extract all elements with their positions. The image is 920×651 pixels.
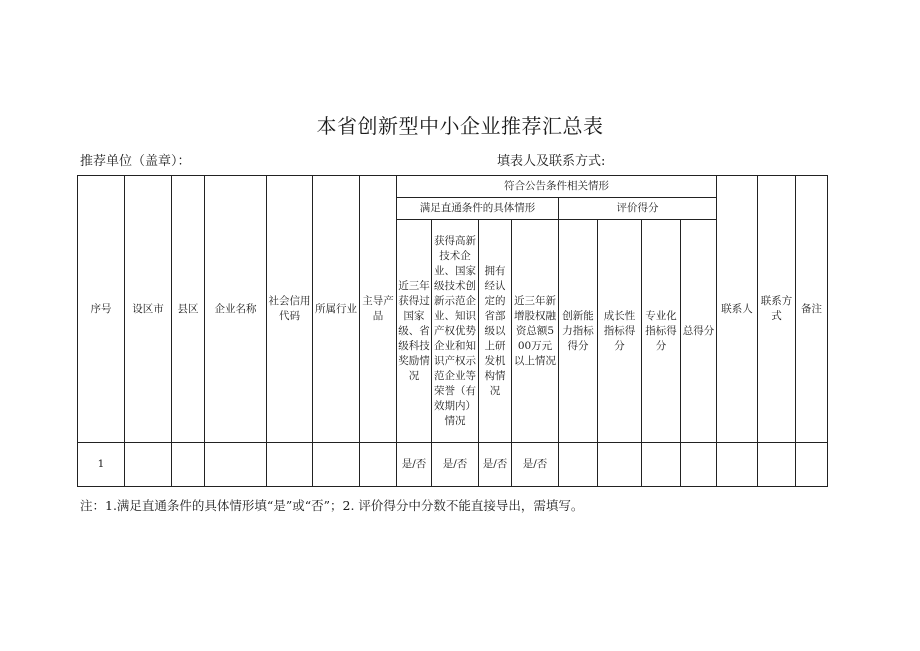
- cell-cond-equity-financing[interactable]: 是/否: [512, 443, 559, 487]
- header-city: 设区市: [125, 176, 172, 443]
- table-row: [78, 443, 828, 487]
- recommender-label: 推荐单位（盖章）：: [80, 154, 191, 169]
- header-score-total: 总得分: [681, 220, 717, 443]
- header-contact-method: 联系方式: [758, 176, 796, 443]
- header-score-innovation: 创新能力指标得分: [559, 220, 598, 443]
- header-credit-code: 社会信用代码: [267, 176, 313, 443]
- cell-product[interactable]: [360, 443, 397, 487]
- cell-score-specialization[interactable]: [642, 443, 681, 487]
- cell-score-total[interactable]: [681, 443, 717, 487]
- cell-score-innovation[interactable]: [559, 443, 598, 487]
- header-county: 县区: [172, 176, 205, 443]
- cell-seq[interactable]: 1: [78, 443, 125, 487]
- cell-remark[interactable]: [796, 443, 828, 487]
- cell-county[interactable]: [172, 443, 205, 487]
- header-group-conditions: 符合公告条件相关情形: [397, 176, 717, 198]
- cell-credit-code[interactable]: [267, 443, 313, 487]
- cell-cond-honors[interactable]: 是/否: [432, 443, 479, 487]
- header-company: 企业名称: [205, 176, 267, 443]
- header-cond-awards: 近三年获得过国家级、省级科技奖励情况: [397, 220, 432, 443]
- header-score-specialization: 专业化指标得分: [642, 220, 681, 443]
- header-product: 主导产品: [360, 176, 397, 443]
- cell-company[interactable]: [205, 443, 267, 487]
- page-title: 本省创新型中小企业推荐汇总表: [316, 114, 604, 138]
- cell-contact-method[interactable]: [758, 443, 796, 487]
- cell-contact-person[interactable]: [717, 443, 758, 487]
- header-cond-rd-institution: 拥有经认定的省部级以上研发机构情况: [479, 220, 512, 443]
- header-seq: 序号: [78, 176, 125, 443]
- contact-label: 填表人及联系方式:: [497, 154, 606, 169]
- cell-industry[interactable]: [313, 443, 360, 487]
- header-scores: 评价得分: [559, 198, 717, 220]
- header-industry: 所属行业: [313, 176, 360, 443]
- cell-cond-awards[interactable]: 是/否: [397, 443, 432, 487]
- summary-table: [77, 175, 828, 487]
- footnote: 注：1.满足直通条件的具体情形填“是”或“否”；2. 评价得分中分数不能直接导出，需填写。: [80, 498, 584, 513]
- cell-cond-rd-institution[interactable]: 是/否: [479, 443, 512, 487]
- header-contact-person: 联系人: [717, 176, 758, 443]
- header-cond-equity-financing: 近三年新增股权融资总额500万元以上情况: [512, 220, 559, 443]
- cell-city[interactable]: [125, 443, 172, 487]
- header-cond-honors: 获得高新技术企业、国家级技术创新示范企业、知识产权优势企业和知识产权示范企业等荣誉（有效期内）情况: [432, 220, 479, 443]
- header-remark: 备注: [796, 176, 828, 443]
- cell-score-growth[interactable]: [598, 443, 642, 487]
- header-direct-conditions: 满足直通条件的具体情形: [397, 198, 559, 220]
- header-score-growth: 成长性指标得分: [598, 220, 642, 443]
